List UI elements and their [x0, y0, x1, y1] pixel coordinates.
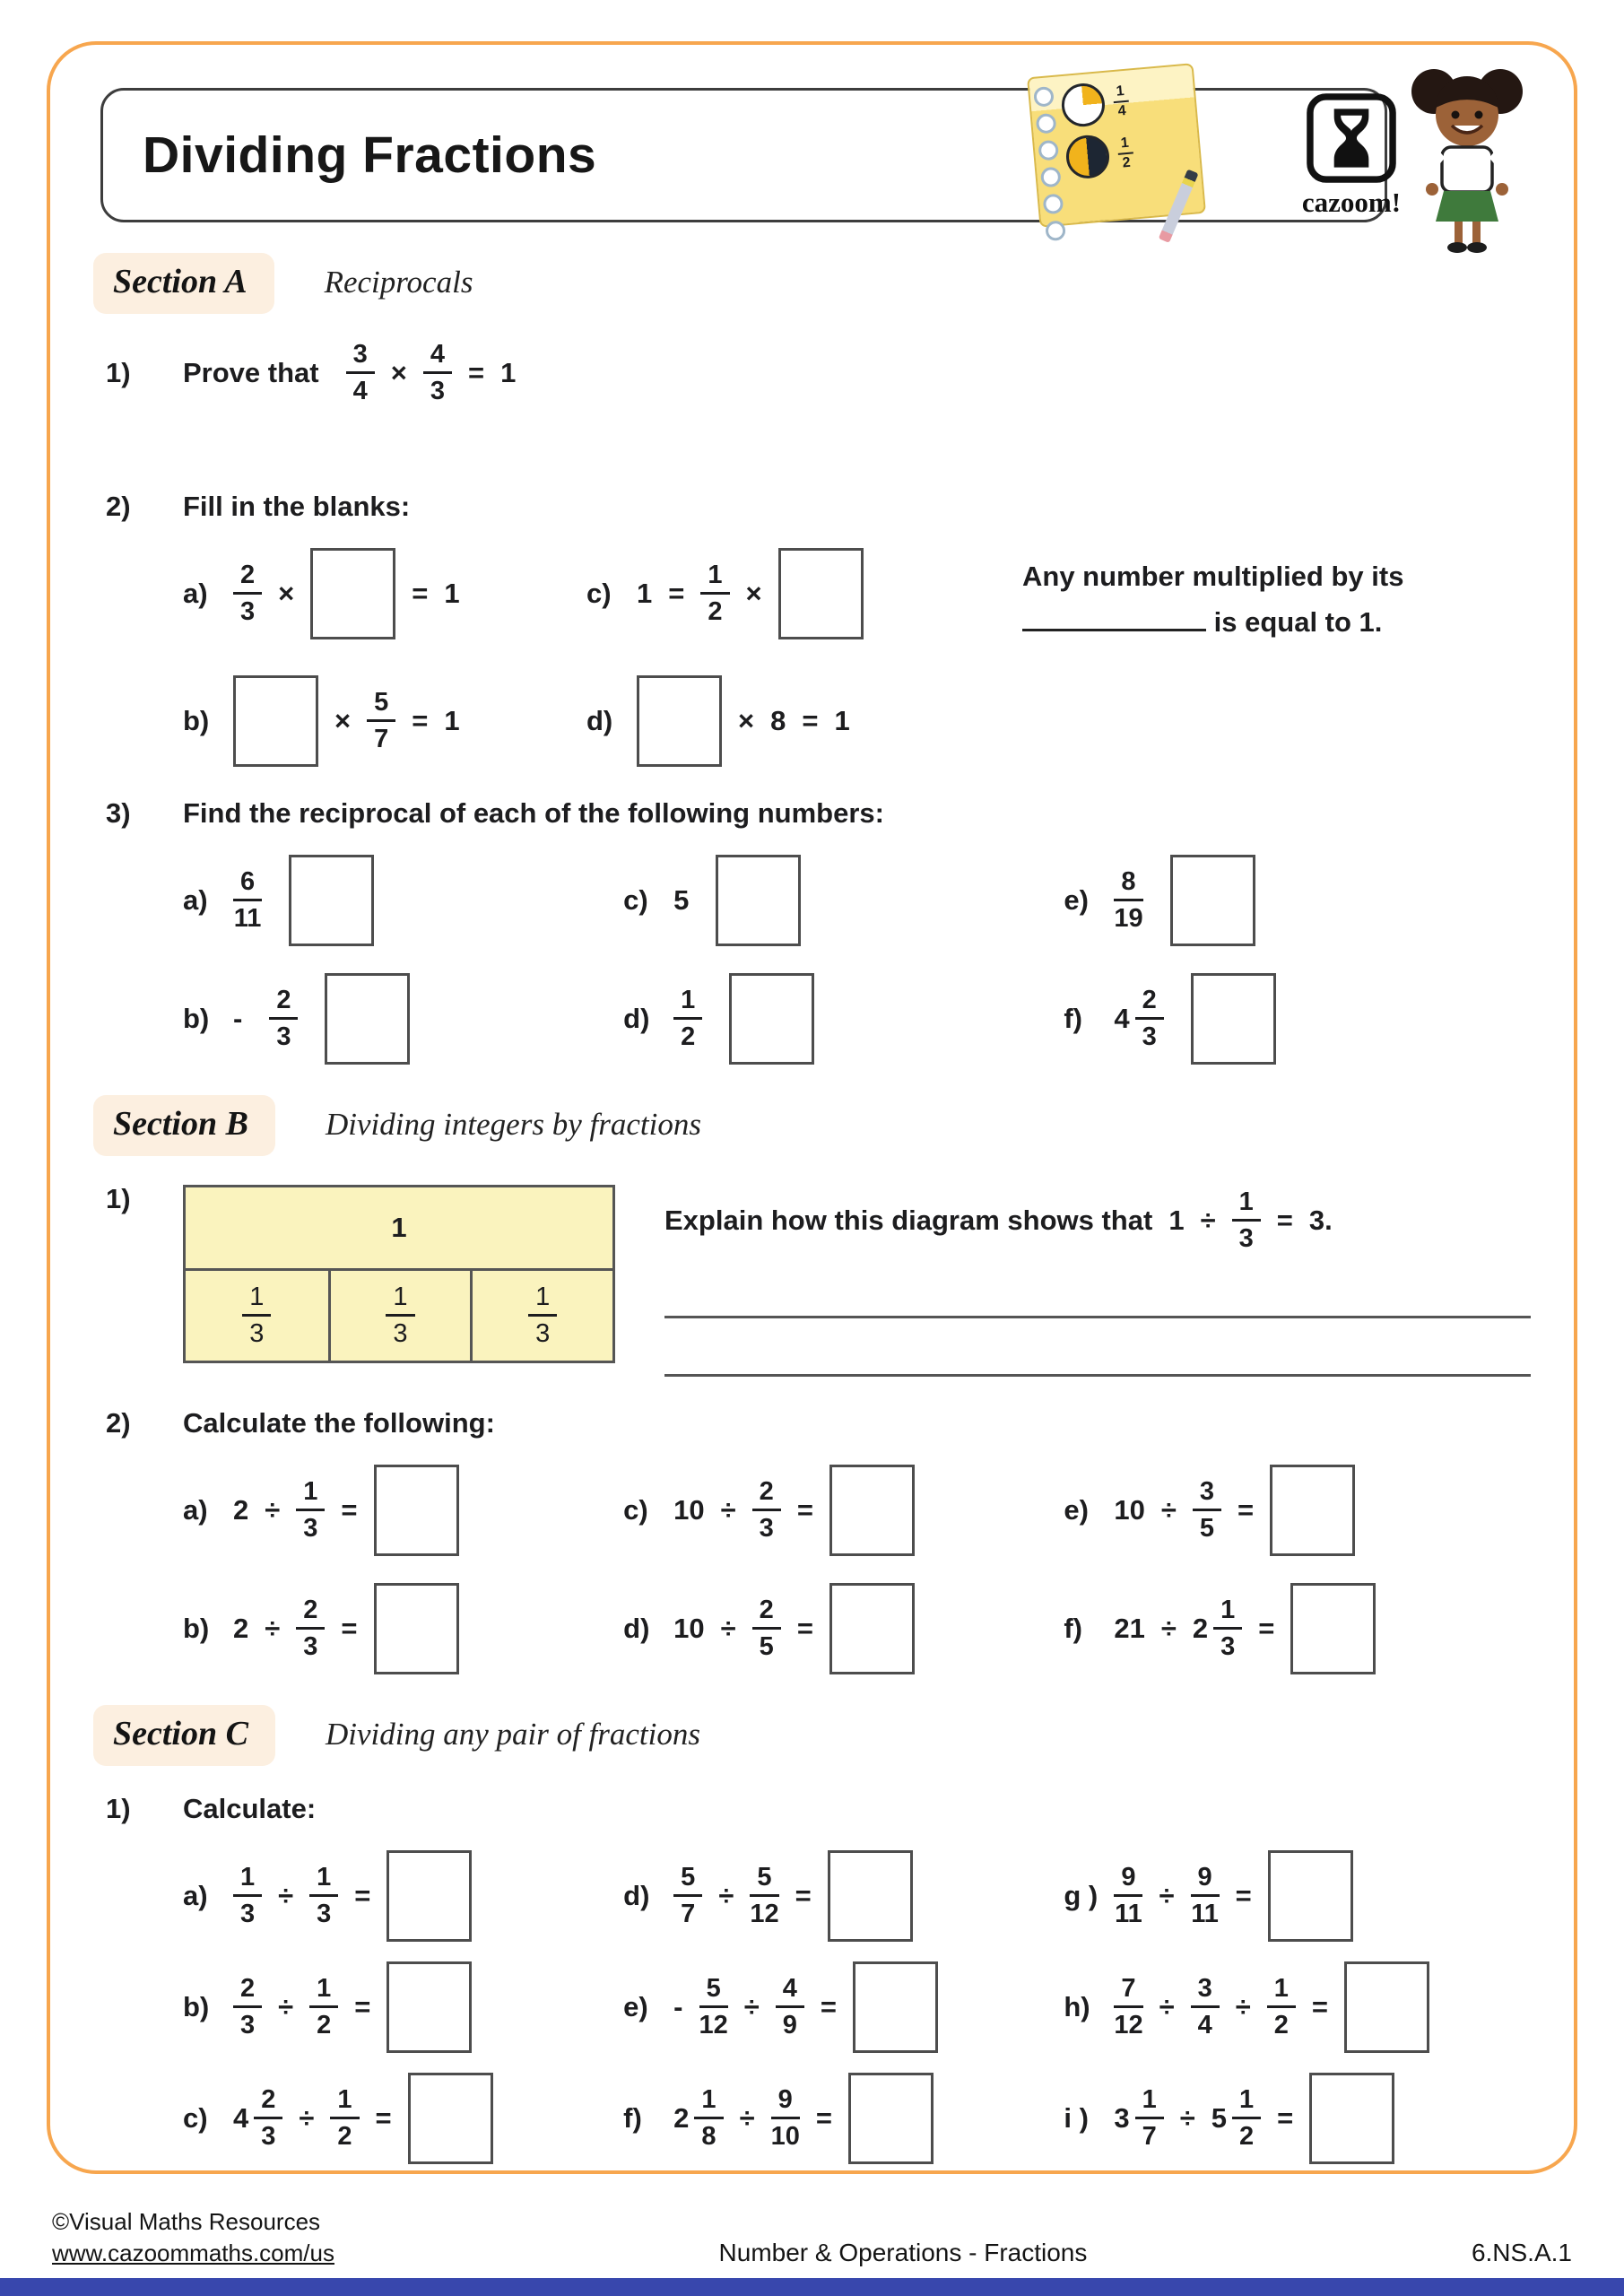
- answer-box[interactable]: [1344, 1961, 1429, 2053]
- fraction: $\frac{6}{11}$: [233, 866, 262, 934]
- fraction: $\frac{3}{4}$: [346, 341, 375, 405]
- fraction: $\frac{4}{3}$: [423, 341, 452, 405]
- fraction: $\frac{2}{3}$: [233, 1975, 262, 2039]
- answer-box[interactable]: [716, 855, 801, 946]
- question-number: 3): [106, 796, 131, 829]
- math-expression: [233, 2073, 493, 2164]
- answer-box[interactable]: [1290, 1583, 1376, 1674]
- question-a1: [106, 341, 1531, 405]
- exercise-b2b: [183, 1583, 623, 1674]
- copyright-text: ©Visual Maths Resources: [52, 2207, 321, 2235]
- math-text: 5: [673, 883, 690, 916]
- question-prompt: Calculate the following:: [183, 1406, 495, 1439]
- math-text: 1: [500, 356, 517, 388]
- answer-box[interactable]: [386, 1961, 472, 2053]
- note-text-before: Any number multiplied by its: [1022, 560, 1404, 592]
- section-a-heading: [93, 253, 1531, 314]
- math-text: =: [802, 704, 819, 736]
- answer-box[interactable]: [729, 973, 814, 1065]
- question-prompt: Prove that: [183, 356, 319, 388]
- exercise-b2e: [1064, 1465, 1531, 1556]
- exercise-label: f): [1064, 1002, 1082, 1034]
- cazoom-logo-mark: [1305, 91, 1398, 185]
- math-text: =: [375, 2101, 392, 2134]
- answer-box[interactable]: [374, 1583, 459, 1674]
- fraction: $\frac{1}{3}$: [233, 1864, 262, 1928]
- fraction: $\frac{5}{7}$: [673, 1864, 702, 1928]
- exercise-label: d): [623, 1612, 650, 1644]
- fraction: $\frac{1}{3}$: [1232, 1188, 1261, 1253]
- fraction: $\frac{1}{2}$: [673, 987, 702, 1051]
- mixed-number: 4 $\frac{2}{3}$: [1114, 987, 1163, 1051]
- math-expression: [664, 1188, 1333, 1253]
- exercise-label: b): [183, 1990, 210, 2022]
- exercise-a2c: [586, 548, 990, 639]
- math-expression: [233, 1583, 459, 1674]
- math-text: -: [233, 1002, 243, 1034]
- fraction: $\frac{2}{3}$: [1135, 987, 1164, 1051]
- exercise-b2f: [1064, 1583, 1531, 1674]
- math-text: -: [673, 1990, 683, 2022]
- math-text: 1: [444, 704, 460, 736]
- math-expression: [673, 1850, 913, 1942]
- math-text: 2: [233, 1493, 249, 1526]
- math-text: =: [796, 1493, 813, 1526]
- section-a-subtitle: Reciprocals: [324, 265, 473, 300]
- math-text: ÷: [299, 2101, 315, 2134]
- fraction: $\frac{7}{12}$: [1114, 1973, 1143, 2040]
- exercise-c1g: [1064, 1850, 1531, 1942]
- math-expression: [233, 1850, 472, 1942]
- math-expression: [673, 1583, 915, 1674]
- exercise-label: c): [183, 2101, 208, 2134]
- fraction: $\frac{5}{12}$: [699, 1973, 728, 2040]
- fraction: $\frac{2}{3}$: [233, 561, 262, 626]
- math-text: =: [1258, 1612, 1275, 1644]
- exercise-label: h): [1064, 1990, 1090, 2022]
- math-text: Explain how this diagram shows that: [664, 1204, 1153, 1236]
- math-text: =: [796, 1612, 813, 1644]
- answer-box[interactable]: [374, 1465, 459, 1556]
- math-text: ×: [390, 356, 407, 388]
- exercise-label: d): [623, 1002, 650, 1034]
- fraction: $\frac{3}{5}$: [1193, 1478, 1221, 1543]
- fraction: $\frac{1}{2}$: [330, 2086, 359, 2151]
- website-link[interactable]: www.cazoommaths.com/us: [52, 2239, 334, 2266]
- math-expression: [673, 1961, 938, 2053]
- pencil-icon: [1159, 170, 1199, 243]
- exercise-c1i: [1064, 2073, 1531, 2164]
- math-text: =: [468, 356, 485, 388]
- note-text-after: is equal to 1.: [1213, 606, 1383, 639]
- reciprocal-note: [1022, 548, 1435, 645]
- math-expression: [1114, 2073, 1394, 2164]
- exercise-label: e): [1064, 1493, 1089, 1526]
- math-text: 1: [444, 577, 460, 609]
- exercise-c1d: [623, 1850, 1064, 1942]
- fraction: $\frac{2}{5}$: [752, 1596, 781, 1661]
- math-expression: [1114, 1961, 1429, 2053]
- exercise-c1h: [1064, 1961, 1531, 2053]
- section-b-heading: [93, 1095, 1531, 1156]
- math-expression: [233, 1961, 472, 2053]
- section-a-badge: Section A: [93, 253, 274, 314]
- fraction: $\frac{1}{7}$: [1135, 2086, 1164, 2151]
- math-text: 10: [673, 1493, 705, 1526]
- math-text: ÷: [1160, 1493, 1177, 1526]
- exercise-a3b: [183, 973, 623, 1065]
- exercise-label: g ): [1064, 1879, 1099, 1911]
- math-text: 3.: [1308, 1204, 1333, 1236]
- section-c-subtitle: Dividing any pair of fractions: [325, 1716, 701, 1752]
- math-text: =: [795, 1879, 812, 1911]
- explain-block: [664, 1185, 1531, 1377]
- math-text: =: [354, 1990, 371, 2022]
- exercise-c1c: [183, 2073, 623, 2164]
- fraction: $\frac{1}{2}$: [1116, 135, 1134, 170]
- math-expression: [233, 973, 410, 1065]
- question-number: 1): [106, 356, 131, 388]
- fraction: $\frac{2}{3}$: [752, 1478, 781, 1543]
- exercise-a2b: [183, 675, 586, 767]
- math-text: 21: [1114, 1612, 1145, 1644]
- fill-blank-line[interactable]: [1022, 607, 1206, 631]
- math-text: 2: [233, 1612, 249, 1644]
- exercise-a2a: [183, 548, 586, 639]
- math-text: ÷: [1179, 2101, 1195, 2134]
- math-text: ÷: [718, 1879, 734, 1911]
- question-prompt: Fill in the blanks:: [183, 490, 411, 522]
- exercise-label: a): [183, 577, 208, 609]
- answer-box[interactable]: [1268, 1850, 1353, 1942]
- exercise-label: d): [623, 1879, 650, 1911]
- worksheet-page: [47, 41, 1577, 2174]
- answer-line[interactable]: [664, 1374, 1531, 1377]
- exercise-label: b): [183, 704, 210, 736]
- mixed-number: 2 $\frac{1}{8}$: [673, 2086, 723, 2151]
- exercise-a2d: [586, 675, 990, 767]
- answer-box[interactable]: [1309, 2073, 1394, 2164]
- exercise-label: f): [1064, 1612, 1082, 1644]
- math-text: =: [412, 704, 429, 736]
- exercise-a3f: [1064, 973, 1531, 1065]
- exercise-a3e: [1064, 855, 1531, 946]
- math-expression: [346, 341, 517, 405]
- fraction: $\frac{1}{3}$: [1213, 1596, 1242, 1661]
- question-a3: [106, 797, 1531, 1065]
- math-text: =: [668, 577, 685, 609]
- fraction: $\frac{2}{3}$: [269, 987, 298, 1051]
- diagram-cell: [186, 1271, 328, 1361]
- question-number: 1): [106, 1182, 131, 1214]
- fraction: $\frac{8}{19}$: [1114, 866, 1143, 934]
- math-text: =: [1235, 1879, 1252, 1911]
- cazoom-logo-text: cazoom!: [1301, 187, 1402, 218]
- question-b2: [106, 1407, 1531, 1674]
- section-b-subtitle: Dividing integers by fractions: [325, 1106, 701, 1142]
- math-text: =: [1237, 1493, 1255, 1526]
- answer-box[interactable]: [1270, 1465, 1355, 1556]
- math-expression: [673, 2073, 934, 2164]
- math-expression: [1114, 1465, 1355, 1556]
- exercise-b2a: [183, 1465, 623, 1556]
- exercise-label: a): [183, 1879, 208, 1911]
- answer-line[interactable]: [664, 1316, 1531, 1318]
- fraction: $\frac{1}{3}$: [528, 1283, 557, 1348]
- fraction: $\frac{1}{2}$: [309, 1975, 338, 2039]
- math-text: =: [354, 1879, 371, 1911]
- fraction-bar-diagram: [183, 1185, 615, 1363]
- math-text: =: [341, 1612, 358, 1644]
- fraction: $\frac{4}{9}$: [776, 1975, 804, 2039]
- math-text: ÷: [739, 2101, 755, 2134]
- section-c-heading: [93, 1705, 1531, 1766]
- section-c-badge: Section C: [93, 1705, 275, 1766]
- math-text: ÷: [1160, 1612, 1177, 1644]
- fraction: $\frac{5}{7}$: [367, 689, 395, 753]
- question-prompt: Calculate:: [183, 1792, 317, 1824]
- student-illustration: [1398, 65, 1534, 257]
- math-text: ÷: [278, 1879, 294, 1911]
- exercise-a3d: [623, 973, 1064, 1065]
- question-c1: [106, 1793, 1531, 2164]
- mixed-number: 5 $\frac{1}{2}$: [1211, 2086, 1261, 2151]
- math-text: =: [1277, 2101, 1294, 2134]
- fraction: $\frac{9}{10}$: [770, 2084, 800, 2152]
- exercise-c1e: [623, 1961, 1064, 2053]
- exercise-c1f: [623, 2073, 1064, 2164]
- exercise-a3c: [623, 855, 1064, 946]
- answer-box[interactable]: [848, 2073, 934, 2164]
- answer-box[interactable]: [325, 973, 410, 1065]
- answer-box[interactable]: [408, 2073, 493, 2164]
- math-expression: [1114, 973, 1275, 1065]
- math-text: ×: [334, 704, 352, 736]
- math-text: ÷: [265, 1612, 281, 1644]
- question-number: 1): [106, 1792, 131, 1824]
- fraction: $\frac{1}{8}$: [694, 2086, 723, 2151]
- math-expression: [637, 675, 850, 767]
- exercise-c1a: [183, 1850, 623, 1942]
- mixed-number: 2 $\frac{1}{3}$: [1193, 1596, 1242, 1661]
- math-text: 1: [1168, 1204, 1185, 1236]
- fraction: $\frac{3}{4}$: [1191, 1975, 1220, 2039]
- math-text: ÷: [720, 1493, 736, 1526]
- math-text: =: [815, 2101, 832, 2134]
- answer-box[interactable]: [1170, 855, 1255, 946]
- math-text: 10: [1114, 1493, 1145, 1526]
- header: [93, 79, 1531, 233]
- notepad-icon: [1027, 63, 1206, 228]
- answer-box[interactable]: [829, 1465, 915, 1556]
- math-expression: [233, 548, 460, 639]
- math-text: ÷: [1159, 1990, 1175, 2022]
- bottom-accent-bar: [0, 2278, 1624, 2296]
- exercise-label: e): [1064, 883, 1089, 916]
- answer-box[interactable]: [637, 675, 722, 767]
- math-text: =: [1276, 1204, 1293, 1236]
- exercise-label: a): [183, 883, 208, 916]
- math-expression: [673, 855, 801, 946]
- exercise-label: b): [183, 1612, 210, 1644]
- section-b-badge: Section B: [93, 1095, 275, 1156]
- math-text: ÷: [1235, 1990, 1251, 2022]
- question-b1: [106, 1183, 1531, 1377]
- math-expression: [1114, 1583, 1376, 1674]
- answer-box[interactable]: [233, 675, 318, 767]
- math-text: 1: [834, 704, 850, 736]
- page-title: Dividing Fractions: [143, 126, 597, 184]
- fraction: $\frac{5}{12}$: [750, 1862, 779, 1929]
- exercise-label: d): [586, 704, 613, 736]
- math-text: ÷: [265, 1493, 281, 1526]
- fraction: $\frac{1}{2}$: [1267, 1975, 1296, 2039]
- pie-half-icon: [1064, 134, 1111, 180]
- answer-box[interactable]: [853, 1961, 938, 2053]
- fraction: $\frac{1}{2}$: [1232, 2086, 1261, 2151]
- mixed-number: 3 $\frac{1}{7}$: [1114, 2086, 1163, 2151]
- answer-box[interactable]: [829, 1583, 915, 1674]
- footer: [52, 2206, 1572, 2269]
- math-text: =: [341, 1493, 358, 1526]
- math-text: ÷: [720, 1612, 736, 1644]
- fraction: $\frac{2}{3}$: [254, 2086, 282, 2151]
- exercise-b2d: [623, 1583, 1064, 1674]
- fraction: $\frac{1}{3}$: [309, 1864, 338, 1928]
- math-expression: [233, 855, 374, 946]
- math-expression: [673, 973, 814, 1065]
- exercise-label: c): [586, 577, 612, 609]
- fraction: $\frac{9}{11}$: [1191, 1862, 1219, 1929]
- exercise-label: c): [623, 883, 648, 916]
- fraction: $\frac{9}{11}$: [1115, 1862, 1142, 1929]
- exercise-a3a: [183, 855, 623, 946]
- math-text: ×: [738, 704, 755, 736]
- diagram-cell: [328, 1271, 471, 1361]
- diagram-whole-cell: 1: [186, 1187, 612, 1271]
- exercise-label: i ): [1064, 2101, 1089, 2134]
- question-number: 2): [106, 490, 131, 522]
- math-text: ÷: [743, 1990, 760, 2022]
- fraction: $\frac{1}{2}$: [700, 561, 729, 626]
- math-text: =: [820, 1990, 838, 2022]
- fraction: $\frac{1}{3}$: [242, 1283, 271, 1348]
- exercise-c1b: [183, 1961, 623, 2053]
- answer-box[interactable]: [310, 548, 395, 639]
- math-text: =: [412, 577, 429, 609]
- answer-box[interactable]: [386, 1850, 472, 1942]
- math-text: ÷: [278, 1990, 294, 2022]
- question-prompt: Find the reciprocal of each of the following numbers:: [183, 796, 884, 829]
- exercise-label: f): [623, 2101, 642, 2134]
- math-expression: [673, 1465, 915, 1556]
- math-text: ×: [278, 577, 295, 609]
- fraction: $\frac{1}{3}$: [296, 1478, 325, 1543]
- pie-quarter-icon: [1060, 82, 1107, 128]
- fraction: $\frac{1}{4}$: [1112, 84, 1130, 119]
- standard-code: 6.NS.A.1: [1471, 2239, 1572, 2266]
- exercise-label: e): [623, 1990, 648, 2022]
- math-text: ×: [745, 577, 762, 609]
- math-text: ÷: [1200, 1204, 1216, 1236]
- diagram-cell: [470, 1271, 612, 1361]
- math-text: ÷: [1159, 1879, 1175, 1911]
- math-expression: [233, 1465, 459, 1556]
- math-text: 8: [770, 704, 786, 736]
- mixed-number: 4 $\frac{2}{3}$: [233, 2086, 282, 2151]
- math-expression: [1114, 855, 1255, 946]
- math-expression: [1114, 1850, 1352, 1942]
- question-a2: [106, 491, 1531, 767]
- math-text: =: [1311, 1990, 1329, 2022]
- answer-box[interactable]: [289, 855, 374, 946]
- exercise-label: a): [183, 1493, 208, 1526]
- exercise-b2c: [623, 1465, 1064, 1556]
- math-text: 1: [637, 577, 653, 609]
- fraction: $\frac{1}{3}$: [386, 1283, 414, 1348]
- answer-box[interactable]: [828, 1850, 913, 1942]
- exercise-label: b): [183, 1002, 210, 1034]
- math-text: 10: [673, 1612, 705, 1644]
- exercise-label: c): [623, 1493, 648, 1526]
- question-number: 2): [106, 1406, 131, 1439]
- math-expression: [233, 675, 460, 767]
- fraction: $\frac{2}{3}$: [296, 1596, 325, 1661]
- answer-box[interactable]: [1191, 973, 1276, 1065]
- math-expression: [637, 548, 864, 639]
- footer-topic: Number & Operations - Fractions: [718, 2239, 1088, 2266]
- answer-box[interactable]: [778, 548, 864, 639]
